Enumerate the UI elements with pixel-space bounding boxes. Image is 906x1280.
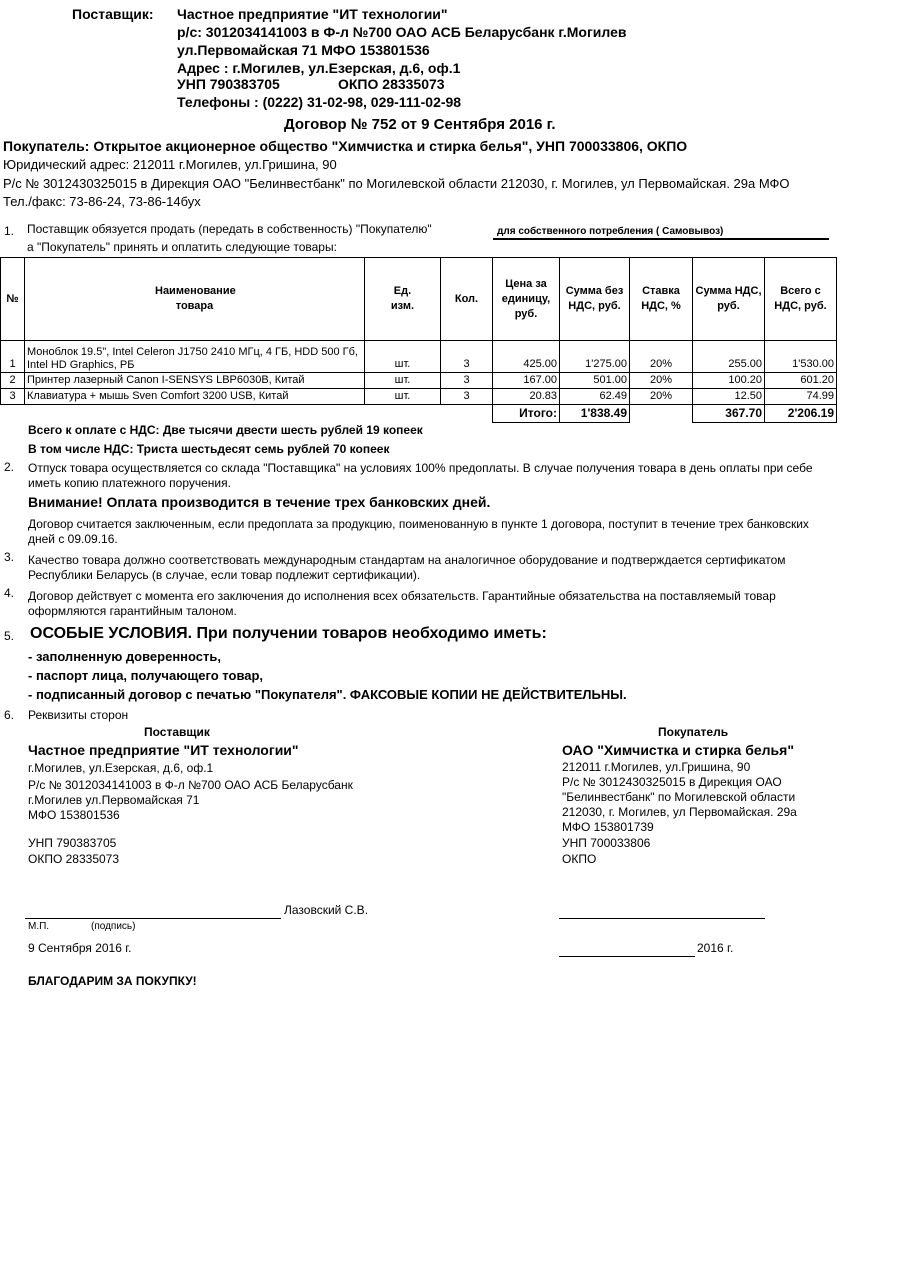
- signer-name: Лазовский С.В.: [284, 903, 369, 917]
- condition-item: - паспорт лица, получающего товар,: [28, 668, 264, 683]
- requisites-buyer-okpo: ОКПО: [562, 852, 597, 866]
- requisites-supplier-line: г.Могилев, ул.Езерская, д.6, оф.1: [28, 761, 214, 775]
- buyer-legal-address: Юридический адрес: 212011 г.Могилев, ул.Гришина, 90: [3, 157, 337, 172]
- header-unit: Ед. изм.: [365, 258, 441, 341]
- thanks-message: БЛАГОДАРИМ ЗА ПОКУПКУ!: [28, 974, 197, 988]
- table-row: [1, 341, 837, 373]
- buyer-bank: Р/с № 3012430325015 в Дирекция ОАО "Белинвестбанк" по Могилевской области 212030, г. Могилев, ул Первомайская. 29а МФО: [3, 176, 790, 191]
- purpose-underline: [493, 238, 829, 240]
- clause4-text: Договор действует с момента его заключения до исполнения всех обязательств. Гарантийные обязательства на поставляемый товар оформляются гарантийным талоном.: [28, 589, 776, 618]
- header-total: Всего с НДС, руб.: [765, 258, 837, 341]
- buyer-label: Покупатель:: [3, 138, 90, 154]
- requisites-buyer-name: ОАО "Химчистка и стирка белья": [562, 742, 794, 758]
- table-row: [1, 389, 837, 405]
- row-price: 425.00: [493, 341, 560, 373]
- requisites-supplier-okpo: ОКПО 28335073: [28, 852, 120, 866]
- clause6-number: 6.: [4, 708, 15, 722]
- row-no: 1: [1, 341, 25, 373]
- requisites-buyer-heading: Покупатель: [658, 725, 729, 739]
- supplier-date: 9 Сентября 2016 г.: [28, 941, 132, 955]
- requisites-buyer-line: МФО 153801739: [562, 820, 654, 834]
- supplier-unp: УНП 790383705: [177, 76, 280, 92]
- clause1-text: Поставщик обязуется продать (передать в собственность) "Покупателю": [27, 222, 432, 236]
- row-sum-no-vat: 501.00: [560, 373, 630, 389]
- header-vat-rate: Ставка НДС, %: [630, 258, 693, 341]
- totals-sum-no-vat: 1'838.49: [560, 405, 630, 423]
- row-qty: 3: [441, 373, 493, 389]
- requisites-supplier-name: Частное предприятие "ИТ технологии": [28, 742, 299, 758]
- row-vat-sum: 12.50: [693, 389, 765, 405]
- row-qty: 3: [441, 341, 493, 373]
- clause3-number: 3.: [4, 550, 15, 564]
- totals-total: 2'206.19: [765, 405, 837, 423]
- clause4-number: 4.: [4, 586, 15, 600]
- header-sum-no-vat: Сумма без НДС, руб.: [560, 258, 630, 341]
- row-no: 3: [1, 389, 25, 405]
- requisites-supplier-line: МФО 153801536: [28, 808, 120, 822]
- row-total: 1'530.00: [765, 341, 837, 373]
- total-in-words: Всего к оплате с НДС: Две тысячи двести шесть рублей 19 копеек: [28, 423, 423, 437]
- buyer-date-suffix: 2016 г.: [697, 941, 734, 955]
- contract-title: Договор № 752 от 9 Сентября 2016 г.: [284, 116, 556, 133]
- row-name: Моноблок 19.5", Intel Celeron J1750 2410 МГц, 4 ГБ, HDD 500 Гб, Intel HD Graphics, РБ: [25, 341, 365, 373]
- buyer-date-line: [559, 956, 695, 957]
- requisites-supplier-heading: Поставщик: [144, 725, 210, 739]
- row-price: 167.00: [493, 373, 560, 389]
- buyer-signature-line: [559, 918, 765, 919]
- requisites-supplier-line: Р/с № 3012034141003 в Ф-л №700 ОАО АСБ Беларусбанк: [28, 778, 353, 792]
- condition-item: - подписанный договор с печатью "Покупателя". ФАКСОВЫЕ КОПИИ НЕ ДЕЙСТВИТЕЛЬНЫ.: [28, 687, 627, 702]
- row-vat-rate: 20%: [630, 373, 693, 389]
- header-qty: Кол.: [441, 258, 493, 341]
- clause2-text: Отпуск товара осуществляется со склада "Поставщика" на условиях 100% предоплаты. В случае получения товара в день оплаты при себе иметь копию платежного поручения.: [28, 461, 813, 490]
- totals-vat-sum: 367.70: [693, 405, 765, 423]
- row-unit: шт.: [365, 389, 441, 405]
- row-sum-no-vat: 1'275.00: [560, 341, 630, 373]
- row-vat-rate: 20%: [630, 389, 693, 405]
- header-price: Цена за единицу, руб.: [493, 258, 560, 341]
- row-unit: шт.: [365, 373, 441, 389]
- supplier-bank: р/с: 3012034141003 в Ф-л №700 ОАО АСБ Беларусбанк г.Могилев: [177, 24, 627, 40]
- row-vat-sum: 100.20: [693, 373, 765, 389]
- row-no: 2: [1, 373, 25, 389]
- buyer-name: Открытое акционерное общество "Химчистка и стирка белья", УНП 700033806, ОКПО: [93, 138, 688, 154]
- requisites-buyer-line: 212011 г.Могилев, ул.Гришина, 90: [562, 760, 751, 774]
- header-vat-sum: Сумма НДС, руб.: [693, 258, 765, 341]
- vat-in-words: В том числе НДС: Триста шестьдесят семь рублей 70 копеек: [28, 442, 390, 456]
- supplier-address: Адрес : г.Могилев, ул.Езерская, д.6, оф.1: [177, 60, 461, 76]
- clause5-number: 5.: [4, 629, 15, 643]
- supplier-street: ул.Первомайская 71 МФО 153801536: [177, 42, 430, 58]
- supplier-name: Частное предприятие "ИТ технологии": [177, 6, 448, 22]
- requisites-buyer-line: 212030, г. Могилев, ул Первомайская. 29а: [562, 805, 797, 819]
- row-unit: шт.: [365, 341, 441, 373]
- clause3-text: Качество товара должно соответствовать международным стандартам на аналогичное оборудование и подтверждается сертификатом Республики Беларусь (в случае, если товар подлежит сертификации).: [28, 553, 786, 582]
- supplier-phones: Телефоны : (0222) 31-02-98, 029-111-02-98: [177, 94, 462, 110]
- clause1-purpose: для собственного потребления ( Самовывоз): [497, 226, 724, 237]
- row-sum-no-vat: 62.49: [560, 389, 630, 405]
- buyer-line: [3, 138, 687, 154]
- clause2-number: 2.: [4, 460, 15, 474]
- supplier-okpo: ОКПО 28335073: [338, 76, 445, 92]
- clause1-text2: а "Покупатель" принять и оплатить следующие товары:: [27, 240, 337, 254]
- special-conditions-title: ОСОБЫЕ УСЛОВИЯ. При получении товаров необходимо иметь:: [30, 625, 547, 642]
- row-name: Клавиатура + мышь Sven Comfort 3200 USB, Китай: [25, 389, 365, 405]
- row-qty: 3: [441, 389, 493, 405]
- condition-item: - заполненную доверенность,: [28, 649, 222, 664]
- row-vat-sum: 255.00: [693, 341, 765, 373]
- row-total: 74.99: [765, 389, 837, 405]
- header-name: Наименование товара: [25, 258, 365, 341]
- signature-caption: (подпись): [91, 921, 136, 932]
- requisites-buyer-line: Р/с № 3012430325015 в Дирекция ОАО: [562, 775, 782, 789]
- requisites-buyer-line: "Белинвестбанк" по Могилевской области: [562, 790, 796, 804]
- requisites-buyer-unp: УНП 700033806: [562, 836, 651, 850]
- totals-row: [1, 405, 837, 423]
- table-header-row: [1, 258, 837, 341]
- items-table: [0, 257, 837, 423]
- stamp-label: М.П.: [28, 921, 50, 932]
- requisites-supplier-unp: УНП 790383705: [28, 836, 117, 850]
- clause6-text: Реквизиты сторон: [28, 708, 129, 722]
- payment-warning: Внимание! Оплата производится в течение трех банковских дней.: [28, 494, 491, 510]
- clause2-text2: Договор считается заключенным, если предоплата за продукцию, поименованную в пункте 1 договора, поступит в течение трех банковских дней с 09.09.16.: [28, 517, 809, 546]
- totals-label: Итого:: [493, 405, 560, 423]
- table-row: [1, 373, 837, 389]
- row-name: Принтер лазерный Canon I-SENSYS LBP6030B, Китай: [25, 373, 365, 389]
- row-vat-rate: 20%: [630, 341, 693, 373]
- supplier-signature-line: [25, 918, 281, 919]
- clause1-number: 1.: [4, 224, 15, 238]
- row-total: 601.20: [765, 373, 837, 389]
- header-no: №: [1, 258, 25, 341]
- supplier-label: Поставщик:: [72, 6, 154, 22]
- row-price: 20.83: [493, 389, 560, 405]
- buyer-phone: Тел./факс: 73-86-24, 73-86-14бух: [3, 194, 201, 209]
- requisites-supplier-line: г.Могилев ул.Первомайская 71: [28, 793, 200, 807]
